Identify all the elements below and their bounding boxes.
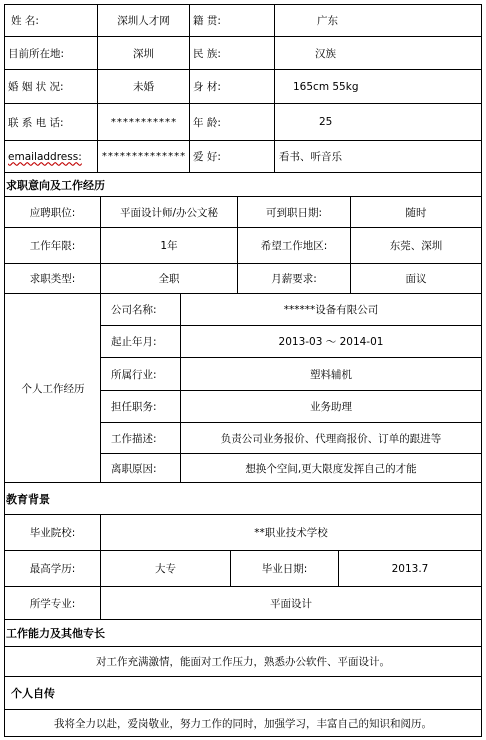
degree-value: 大专 xyxy=(100,551,230,586)
company-value: ******设备有限公司 xyxy=(180,293,482,325)
salary-value: 面议 xyxy=(350,264,482,293)
exp-row-desc xyxy=(100,422,482,453)
self-eval-title: 个人自传 xyxy=(11,687,55,700)
marital-label: 婚 姻 状 况: xyxy=(4,70,97,103)
age-label: 年 龄: xyxy=(189,104,274,140)
table-bottom-border xyxy=(4,736,482,737)
marital-value: 未婚 xyxy=(97,70,189,103)
major-label: 所学专业: xyxy=(4,587,100,619)
school-value: **职业技术学校 xyxy=(100,515,482,550)
age-value: 25 xyxy=(274,104,482,140)
area-value: 东莞、深圳 xyxy=(350,228,482,263)
body-label: 身 材: xyxy=(189,70,274,103)
skills-text: 对工作充满激情，能面对工作压力，熟悉办公软件、平面设计。 xyxy=(96,656,390,668)
edu-row-degree xyxy=(4,550,482,586)
experience-group-label: 个人工作经历 xyxy=(21,382,85,395)
edu-row-major xyxy=(4,586,482,619)
role-value: 业务助理 xyxy=(180,391,482,422)
origin-value: 广东 xyxy=(274,5,482,36)
years-label: 工作年限: xyxy=(4,228,100,263)
position-value: 平面设计师/办公文秘 xyxy=(100,197,237,227)
basic-row-phone xyxy=(4,103,482,140)
ethnic-value: 汉族 xyxy=(274,37,482,69)
job-intent-section xyxy=(4,172,482,196)
exp-row-period xyxy=(100,325,482,357)
resume-form xyxy=(4,4,482,736)
hobby-label: 爱 好: xyxy=(189,141,274,172)
salary-label: 月薪要求: xyxy=(237,264,350,293)
exp-row-role xyxy=(100,390,482,422)
skills-section xyxy=(4,619,482,646)
job-row-position xyxy=(4,196,482,227)
hobby-value: 看书、听音乐 xyxy=(274,141,482,172)
skills-row xyxy=(4,646,482,676)
education-section xyxy=(4,482,482,514)
major-value: 平面设计 xyxy=(100,587,482,619)
role-label: 担任职务: xyxy=(100,391,180,422)
desc-value: 负责公司业务报价、代理商报价、订单的跟进等 xyxy=(180,423,482,453)
exp-row-company xyxy=(100,293,482,325)
body-value: 165cm 55kg xyxy=(274,70,482,103)
school-label: 毕业院校: xyxy=(4,515,100,550)
edu-row-school xyxy=(4,514,482,550)
job-row-type xyxy=(4,263,482,293)
basic-row-email xyxy=(4,140,482,172)
ethnic-label: 民 族: xyxy=(189,37,274,69)
industry-label: 所属行业: xyxy=(100,358,180,390)
type-label: 求职类型: xyxy=(4,264,100,293)
origin-label: 籍 贯: xyxy=(189,5,274,36)
location-value: 深圳 xyxy=(97,37,189,69)
skills-title: 工作能力及其他专长 xyxy=(6,627,105,640)
self-eval-section xyxy=(4,676,482,709)
name-value: 深圳人才网 xyxy=(97,5,189,36)
basic-row-name xyxy=(4,4,482,36)
desc-label: 工作描述: xyxy=(100,423,180,453)
degree-label: 最高学历: xyxy=(4,551,100,586)
email-label: emailaddress: xyxy=(4,141,97,172)
years-value: 1年 xyxy=(100,228,237,263)
job-intent-title: 求职意向及工作经历 xyxy=(6,178,105,192)
grad-label: 毕业日期: xyxy=(230,551,338,586)
job-row-years xyxy=(4,227,482,263)
phone-label: 联 系 电 话: xyxy=(4,104,97,140)
email-value: ************** xyxy=(97,141,189,172)
name-label: 姓 名: xyxy=(4,5,97,36)
exp-row-reason xyxy=(100,453,482,482)
area-label: 希望工作地区: xyxy=(237,228,350,263)
industry-value: 塑料辅机 xyxy=(180,358,482,390)
reason-value: 想换个空间,更大限度发挥自己的才能 xyxy=(180,454,482,482)
reason-label: 离职原因: xyxy=(100,454,180,482)
type-value: 全职 xyxy=(100,264,237,293)
basic-row-marital xyxy=(4,69,482,103)
period-value: 2013-03 ～ 2014-01 xyxy=(180,326,482,357)
self-eval-row xyxy=(4,709,482,736)
available-label: 可到职日期: xyxy=(237,197,350,227)
basic-row-location xyxy=(4,36,482,69)
self-eval-text: 我将全力以赴，爱岗敬业，努力工作的同时，加强学习，丰富自己的知识和阅历。 xyxy=(54,717,432,730)
education-title: 教育背景 xyxy=(6,492,50,506)
location-label: 目前所在地: xyxy=(4,37,97,69)
period-label: 起止年月: xyxy=(100,326,180,357)
available-value: 随时 xyxy=(350,197,482,227)
exp-row-industry xyxy=(100,357,482,390)
grad-value: 2013.7 xyxy=(338,551,482,586)
position-label: 应聘职位: xyxy=(4,197,100,227)
company-label: 公司名称: xyxy=(100,293,180,325)
phone-value: *********** xyxy=(97,104,189,140)
